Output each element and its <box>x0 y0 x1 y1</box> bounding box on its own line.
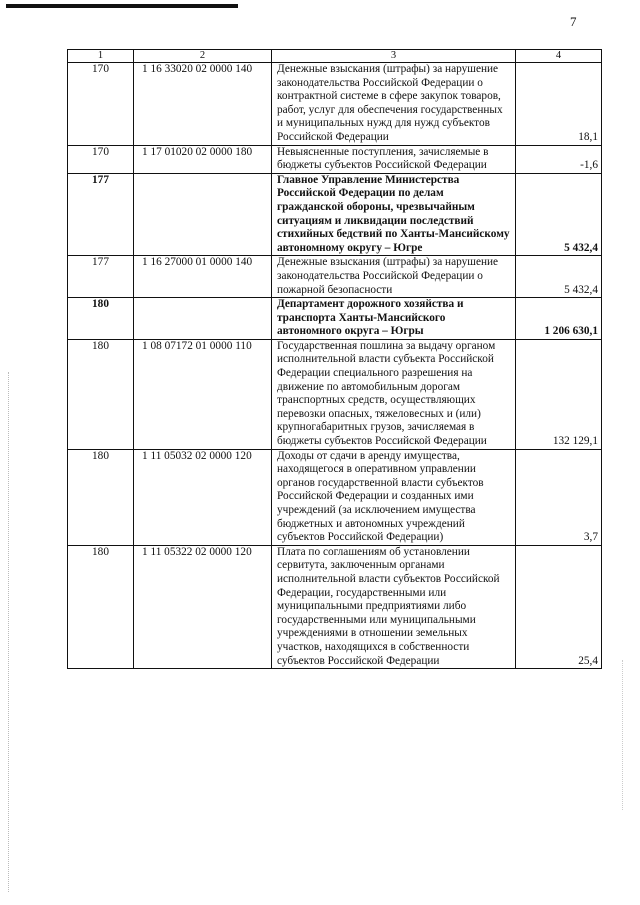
admin-code-cell: 170 <box>68 63 134 146</box>
description-cell: Невыясненные поступления, зачисляемые в бюджеты субъектов Российской Федерации <box>272 145 516 173</box>
admin-code-cell: 170 <box>68 145 134 173</box>
scan-edge-mark <box>8 372 10 892</box>
column-header: 4 <box>516 50 602 63</box>
column-header: 1 <box>68 50 134 63</box>
description-cell: Денежные взыскания (штрафы) за нарушение законодательства Российской Федерации о пожарной безопасности <box>272 256 516 298</box>
amount-cell: -1,6 <box>516 145 602 173</box>
table-row <box>68 63 602 146</box>
revenue-code-cell: 1 08 07172 01 0000 110 <box>134 339 272 449</box>
scan-edge-mark-right <box>622 660 624 810</box>
table-row <box>68 298 602 340</box>
header-rule <box>6 4 238 8</box>
revenue-code-cell <box>134 298 272 340</box>
amount-cell: 25,4 <box>516 545 602 668</box>
revenue-code-cell: 1 11 05032 02 0000 120 <box>134 449 272 545</box>
admin-code-cell: 180 <box>68 545 134 668</box>
description-cell: Департамент дорожного хозяйства и транспорта Ханты-Мансийского автономного округа – Югры <box>272 298 516 340</box>
table-row <box>68 256 602 298</box>
amount-cell: 5 432,4 <box>516 256 602 298</box>
table-row <box>68 339 602 449</box>
admin-code-cell: 180 <box>68 339 134 449</box>
column-header: 3 <box>272 50 516 63</box>
amount-cell: 3,7 <box>516 449 602 545</box>
description-cell: Денежные взыскания (штрафы) за нарушение законодательства Российской Федерации о контрактной системе в сфере закупок товаров, работ, услуг для обеспечения государственных и муниципальных нужд для нужд субъектов Российской Федерации <box>272 63 516 146</box>
description-cell: Плата по соглашениям об установлении сервитута, заключенным органами исполнительной власти субъектов Российской Федерации, государственными или муниципальными предприятиями либо государственными или муниципальными учреждениями в отношении земельных участков, находящихся в собственности субъектов Российской Федерации <box>272 545 516 668</box>
revenue-table <box>67 49 602 669</box>
admin-code-cell: 180 <box>68 449 134 545</box>
revenue-code-cell: 1 16 33020 02 0000 140 <box>134 63 272 146</box>
admin-code-cell: 180 <box>68 298 134 340</box>
column-header: 2 <box>134 50 272 63</box>
amount-cell: 18,1 <box>516 63 602 146</box>
revenue-code-cell: 1 11 05322 02 0000 120 <box>134 545 272 668</box>
revenue-code-cell <box>134 173 272 256</box>
revenue-code-cell: 1 16 27000 01 0000 140 <box>134 256 272 298</box>
table-row <box>68 145 602 173</box>
table-row <box>68 545 602 668</box>
description-cell: Государственная пошлина за выдачу органом исполнительной власти субъекта Российской Федерации специального разрешения на движение по автомобильным дорогам транспортных средств, осуществляющих перевозки опасных, тяжеловесных и (или) крупногабаритных грузов, зачисляемая в бюджеты субъектов Российской Федерации <box>272 339 516 449</box>
page-number: 7 <box>570 14 577 29</box>
amount-cell: 132 129,1 <box>516 339 602 449</box>
admin-code-cell: 177 <box>68 173 134 256</box>
description-cell: Главное Управление Министерства Российской Федерации по делам гражданской обороны, чрезвычайным ситуациям и ликвидации последствий стихийных бедствий по Ханты-Мансийскому автономному округу – Югре <box>272 173 516 256</box>
table-body <box>68 63 602 669</box>
description-cell: Доходы от сдачи в аренду имущества, находящегося в оперативном управлении органов государственной власти субъектов Российской Федерации и созданных ими учреждений (за исключением имущества бюджетных и автономных учреждений субъектов Российской Федерации) <box>272 449 516 545</box>
revenue-code-cell: 1 17 01020 02 0000 180 <box>134 145 272 173</box>
table-row <box>68 449 602 545</box>
amount-cell: 5 432,4 <box>516 173 602 256</box>
table-header-row <box>68 50 602 63</box>
amount-cell: 1 206 630,1 <box>516 298 602 340</box>
admin-code-cell: 177 <box>68 256 134 298</box>
table-row <box>68 173 602 256</box>
